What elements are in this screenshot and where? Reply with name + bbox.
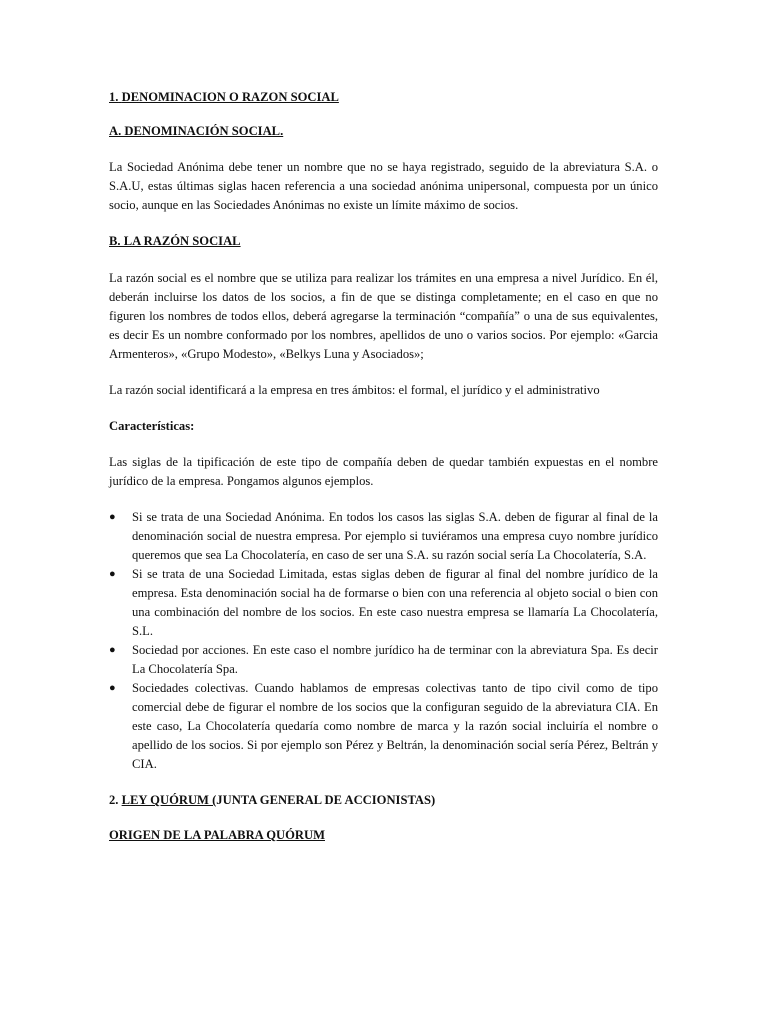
section-2-title-underlined: LEY QUÓRUM ( xyxy=(121,793,217,807)
list-item xyxy=(109,679,658,774)
list-item xyxy=(109,508,658,565)
subsection-b-paragraph-1: La razón social es el nombre que se utiliza para realizar los trámites en una empresa a nivel Jurídico. En él, deberán incluirse los datos de los socios, a fin de que se distinga completamente; en el caso en que no figuren los nombres de todos ellos, deberá agregarse la terminación “compañía” o una de sus equivalentes, es decir Es un nombre conformado por los nombres, apellidos de uno o varios socios. Por ejemplo: «Garcia Armenteros», «Grupo Modesto», «Belkys Luna y Asociados»; xyxy=(109,271,658,361)
list-item-text: Si se trata de una Sociedad Anónima. En todos los casos las siglas S.A. deben de figurar al final de la denominación social de nuestra empresa. Por ejemplo si tuviéramos una empresa cuyo nombre jurídico queremos que sea La Chocolatería, en caso de ser una S.A. su razón social sería La Chocolatería, S.A. xyxy=(132,510,658,562)
origin-heading: ORIGEN DE LA PALABRA QUÓRUM xyxy=(109,828,325,842)
subsection-b-heading: B. LA RAZÓN SOCIAL xyxy=(109,234,241,248)
list-item xyxy=(109,565,658,641)
list-item-text: Sociedades colectivas. Cuando hablamos de empresas colectivas tanto de tipo civil como de tipo comercial debe de figurar el nombre de los socios que la configuran seguido de la abreviatura CIA. En este caso, La Chocolatería quedaría como nombre de marca y la razón social incluiría el nombre o apellido de los socios. Si por ejemplo son Pérez y Beltrán, la denominación social sería Pérez, Beltrán y CIA. xyxy=(132,681,658,771)
section-1-heading xyxy=(109,88,658,107)
bullet-icon: ● xyxy=(109,644,116,656)
subsection-a-heading: A. DENOMINACIÓN SOCIAL. xyxy=(109,124,284,138)
bullet-icon: ● xyxy=(109,511,116,523)
characteristics-heading: Características: xyxy=(109,419,195,433)
section-1-title: DENOMINACION O RAZON SOCIAL xyxy=(121,90,339,104)
examples-list xyxy=(109,508,658,774)
bullet-icon: ● xyxy=(109,682,116,694)
list-item-text: Si se trata de una Sociedad Limitada, estas siglas deben de figurar al final del nombre jurídico de la empresa. Esta denominación social ha de formarse o bien con una referencia al objeto social o bien con una combinación del nombre de los socios. En este caso nuestra empresa se llamaría La Chocolatería, S.L. xyxy=(132,567,658,638)
section-2-number: 2. xyxy=(109,793,119,807)
document-body xyxy=(109,88,658,845)
characteristics-paragraph: Las siglas de la tipificación de este tipo de compañía deben de quedar también expuestas en el nombre jurídico de la empresa. Pongamos algunos ejemplos. xyxy=(109,455,658,488)
list-item-text: Sociedad por acciones. En este caso el nombre jurídico ha de terminar con la abreviatura Spa. Es decir La Chocolatería Spa. xyxy=(132,643,658,676)
list-item xyxy=(109,641,658,679)
section-2-heading xyxy=(109,791,658,810)
bullet-icon: ● xyxy=(109,568,116,580)
section-2-title-rest: JUNTA GENERAL DE ACCIONISTAS) xyxy=(216,793,436,807)
subsection-b-paragraph-2: La razón social identificará a la empresa en tres ámbitos: el formal, el jurídico y el administrativo xyxy=(109,383,600,397)
subsection-a-paragraph: La Sociedad Anónima debe tener un nombre que no se haya registrado, seguido de la abreviatura S.A. o S.A.U, estas últimas siglas hacen referencia a una sociedad anónima unipersonal, compuesta por un único socio, aunque en las Sociedades Anónimas no existe un límite máximo de socios. xyxy=(109,160,658,212)
section-1-number: 1. xyxy=(109,90,119,104)
